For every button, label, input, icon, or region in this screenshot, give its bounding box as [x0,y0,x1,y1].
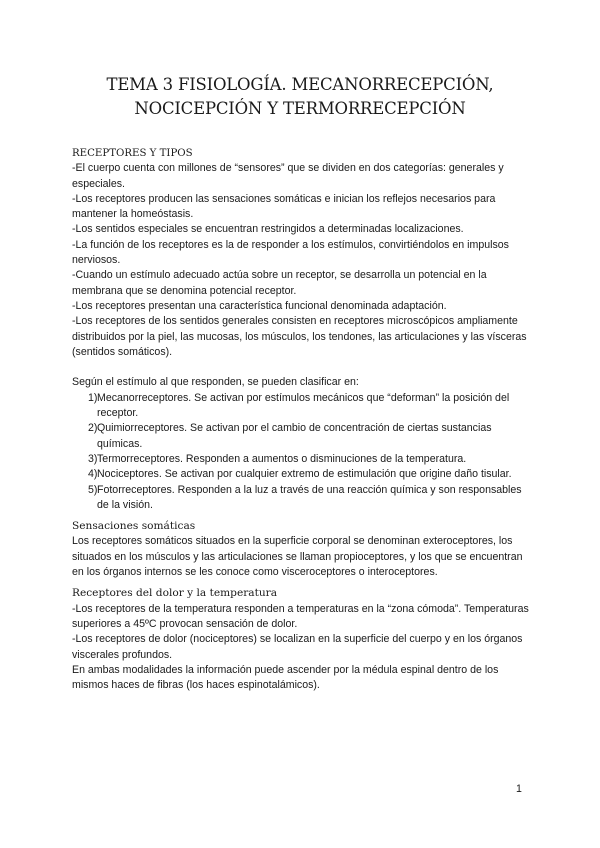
list-item-text: Termorreceptores. Responden a aumentos o disminuciones de la temperatura. [97,452,467,465]
list-item [72,467,532,482]
paragraph: -La función de los receptores es la de responder a los estímulos, convirtiéndolos en impulsos nerviosos. [72,238,509,267]
paragraph: -Los receptores presentan una característica funcional denominada adaptación. [72,299,447,312]
document-body [72,146,532,693]
list-item [72,452,532,467]
document-title [40,73,560,121]
title-line-2: NOCICEPCIÓN Y TERMORRECEPCIÓN [134,99,466,118]
title-line-1: TEMA 3 FISIOLOGÍA. MECANORRECEPCIÓN, [106,75,494,94]
list-item-number: 2) [88,422,98,435]
paragraph: -Los sentidos especiales se encuentran restringidos a determinadas localizaciones. [72,223,464,236]
list-item-text: Quimiorreceptores. Se activan por el cambio de concentración de ciertas sustancias químicas. [97,422,492,450]
section-heading-dolor-temperatura: Receptores del dolor y la temperatura [72,587,278,600]
paragraph: -Los receptores de dolor (nociceptores) se localizan en la superficie del cuerpo y en los órganos viscerales profundos. [72,633,523,661]
paragraph: En ambas modalidades la información puede ascender por la médula espinal dentro de los mismos haces de fibras (los haces espinotalámicos). [72,663,499,692]
list-item-number: 5) [88,483,98,496]
paragraph: -El cuerpo cuenta con millones de “sensores” que se dividen en dos categorías: generales y especiales. [72,162,504,190]
paragraph: -Los receptores de la temperatura responden a temperaturas en la “zona cómoda”. Temperaturas superiores a 45ºC provocan sensación de dolor. [72,602,529,630]
list-item-number: 3) [88,452,98,465]
paragraph: -Los receptores producen las sensaciones somáticas e inician los reflejos necesarios para mantener la homeóstasis. [72,192,496,221]
list-item [72,391,532,422]
section-heading-sensaciones: Sensaciones somáticas [72,520,196,533]
paragraph: -Cuando un estímulo adecuado actúa sobre un receptor, se desarrolla un potencial en la membrana que se denomina potencial receptor. [72,269,487,297]
list-item-number: 1) [88,391,98,404]
list-item-text: Fotorreceptores. Responden a la luz a través de una reacción química y son responsables de la visión. [97,483,522,511]
list-item [72,483,532,514]
classification-intro: Según el estímulo al que responden, se pueden clasificar en: [72,376,359,389]
paragraph: -Los receptores de los sentidos generales consisten en receptores microscópicos ampliamente distribuidos por la piel, las mucosas, los músculos, los tendones, las articulaciones y las vísceras (sentidos somáticos). [72,315,527,358]
list-item-number: 4) [88,468,98,481]
list-item [72,421,532,452]
list-item-text: Nociceptores. Se activan por cualquier extremo de estimulación que origine daño tisular. [97,468,512,481]
page-number: 1 [516,783,522,795]
list-item-text: Mecanorreceptores. Se activan por estímulos mecánicos que “deforman” la posición del receptor. [97,391,510,420]
section-heading-receptores: RECEPTORES Y TIPOS [72,148,193,159]
paragraph: Los receptores somáticos situados en la superficie corporal se denominan exteroceptores, los situados en los músculos y las articulaciones se llaman propioceptores, y los que se encuentran en los órganos internos se les conoce como visceroceptores o interoceptores. [72,535,523,579]
classification-list [72,391,532,513]
